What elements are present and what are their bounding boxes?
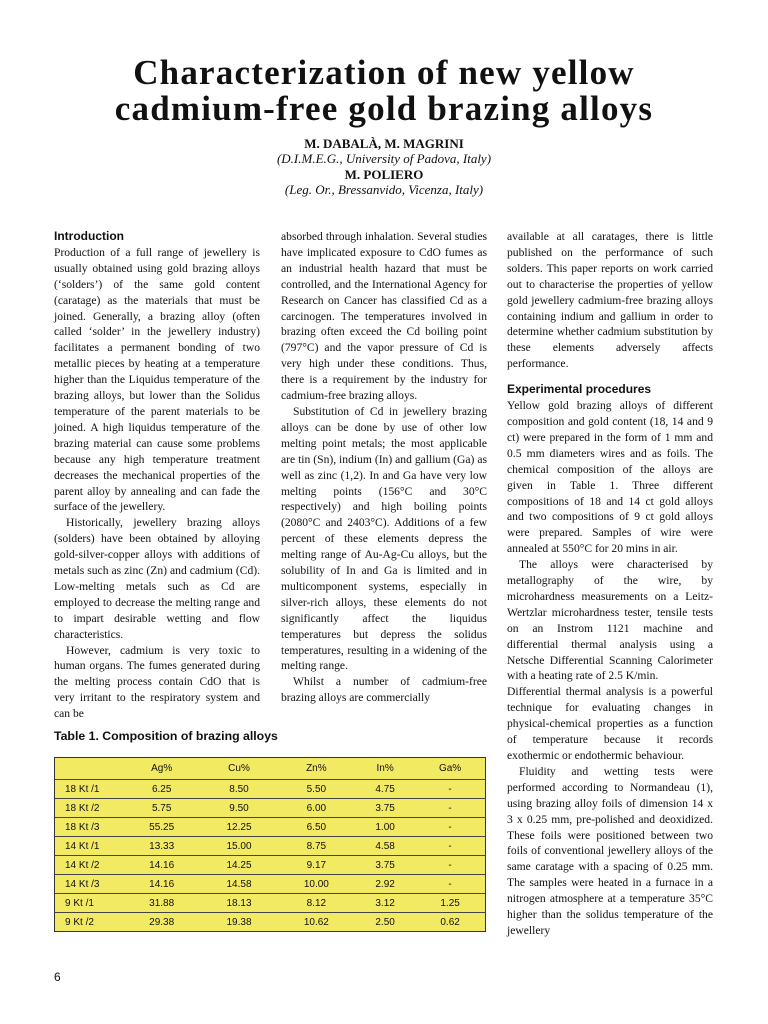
table-cell: 8.75	[278, 837, 355, 856]
table-row	[55, 894, 486, 913]
table-cell: 5.50	[278, 780, 355, 799]
table-cell: 18 Kt /3	[55, 818, 124, 837]
paragraph: absorbed through inhalation. Several studies have implicated exposure to CdO fumes as an industrial health hazard that must be controlled, and the International Agency for Research on Cancer has classified Cd as a carcinogen. The temperatures involved in brazing often exceed the Cd boiling point (797°C) and the vapor pressure of Cd is very high under these conditions. Thus, there is a requirement by the industry for cadmium-free brazing alloys.	[281, 230, 487, 403]
table-cell: 5.75	[123, 799, 200, 818]
title-line-2: cadmium-free gold brazing alloys	[114, 89, 654, 128]
table-cell: 3.75	[355, 856, 415, 875]
table-cell: -	[415, 875, 485, 894]
column-header: Ag%	[151, 763, 173, 774]
table-cell: 18 Kt /2	[55, 799, 124, 818]
table-cell: 14.25	[200, 856, 277, 875]
table-cell: 14.58	[200, 875, 277, 894]
paragraph: Fluidity and wetting tests were performed according to Normandeau (1), using brazing alloy foils of dimension 14 x 3 x 0.25 mm, pre-polished and deoxidized. These foils were positioned between two foils of conventional jewellery alloys of the same caratage with a spacing of 0.25 mm. The samples were heated in a furnace in a nitrogen atmosphere at a temperature 35°C higher than the solidus temperature of the jewellery	[507, 764, 713, 937]
paragraph: available at all caratages, there is little published on the performance of such solders. This paper reports on work carried out to characterise the properties of yellow gold jewellery cadmium-free brazing alloys containing indium and gallium in order to determine whether cadmium substitution by these elements adversely affects performance.	[507, 230, 713, 371]
title-line-1: Characterization of new yellow	[133, 53, 635, 92]
authors-secondary: M. POLIERO	[344, 167, 424, 182]
table-cell: 3.12	[355, 894, 415, 913]
table-cell: -	[415, 837, 485, 856]
table-cell: 2.92	[355, 875, 415, 894]
table-cell: 9.17	[278, 856, 355, 875]
table-cell: 14.16	[123, 875, 200, 894]
paragraph: Production of a full range of jewellery is usually obtained using gold brazing alloys (‘solders’) of the same gold content (caratage) as the materials that must be joined. Generally, a brazing alloy (often called ‘solder’ in the jewellery industry) facilitates a permanent bonding of two metallic pieces by heating at a temperature higher than the Liquidus temperature of the brazing alloys, but lower than the Solidus temperature of the parent materials to be joined. A high liquidus temperature of the brazing material can cause some problems because any high temperature treatment decreases the mechanical properties of the parent alloy by annealing and can fade the surface of the jewellery.	[54, 245, 260, 514]
table-cell: 14 Kt /1	[55, 837, 124, 856]
page-number: 6	[54, 970, 61, 984]
table-cell: 1.25	[415, 894, 485, 913]
composition-table	[54, 757, 486, 932]
table-row	[55, 818, 486, 837]
text-column-1	[54, 229, 260, 722]
table-row	[55, 837, 486, 856]
table-cell: 8.12	[278, 894, 355, 913]
table-cell: 13.33	[123, 837, 200, 856]
table-caption: Table 1. Composition of brazing alloys	[54, 729, 278, 743]
table-cell: -	[415, 856, 485, 875]
section-heading-experimental: Experimental procedures	[507, 382, 652, 397]
table-cell: 10.00	[278, 875, 355, 894]
table-cell: -	[415, 799, 485, 818]
table-row	[55, 856, 486, 875]
table-cell: 14.16	[123, 856, 200, 875]
paragraph: The alloys were characterised by metallography of the wire, by microhardness measurements on a Leitz-Wertzlar microhardness tester, tensile tests on an Instrom 1121 machine and differential thermal analysis using a Netsche Differential Scanning Calorimeter with a heating rate of 2.5 K/min.	[507, 558, 713, 683]
table-row	[55, 913, 486, 932]
table-cell: 31.88	[123, 894, 200, 913]
paragraph: However, cadmium is very toxic to human organs. The fumes generated during the melting process contain CdO that is very irritant to the respiratory system and can be	[54, 643, 260, 721]
table-cell: 4.58	[355, 837, 415, 856]
table-cell: 2.50	[355, 913, 415, 932]
table-cell: 9 Kt /1	[55, 894, 124, 913]
table-cell: 19.38	[200, 913, 277, 932]
table-cell: 29.38	[123, 913, 200, 932]
paragraph: Historically, jewellery brazing alloys (solders) have been obtained by alloying gold-silver-copper alloys with additions of metals such as zinc (Zn) and cadmium (Cd). Low-melting metals such as Cd are employed to decrease the melting range and to impart desirable wetting and flow characteristics.	[54, 516, 260, 641]
column-header: Zn%	[306, 763, 327, 774]
table-cell: 12.25	[200, 818, 277, 837]
paragraph: Yellow gold brazing alloys of different composition and gold content (18, 14 and 9 ct) were prepared in the form of 1 mm and 0.5 mm diameters wires and as foils. The chemical composition of the alloys are given in Table 1. Three different compositions of 18 and 14 ct gold alloys and two compositions of 9 ct gold alloys were prepared. Samples of wire were annealed at 550°C for 20 mins in air.	[507, 399, 713, 556]
affiliation-secondary: (Leg. Or., Bressanvido, Vicenza, Italy)	[284, 182, 484, 197]
table-cell: -	[415, 780, 485, 799]
table-row	[55, 799, 486, 818]
table-row	[55, 780, 486, 799]
authors-primary: M. DABALÀ, M. MAGRINI	[304, 136, 464, 151]
paragraph: Substitution of Cd in jewellery brazing alloys can be done by use of other low melting point metals; the most applicable are tin (Sn), indium (In) and gallium (Ga) as well as zinc (1,2). In and Ga have very low melting points (156°C and 30°C respectively) and high boiling points (2080°C and 2403°C). Additions of a few percent of these elements depress the melting range of Au-Ag-Cu alloys, but the solubility of In and Ga is limited and in multicomponent systems, especially in silver-rich alloys, these elements do not significantly affect the liquidus temperatures but depress the solidus temperatures, resulting in a widening of the melting range.	[281, 404, 487, 673]
table-cell: 4.75	[355, 780, 415, 799]
table-cell: 10.62	[278, 913, 355, 932]
column-header: Cu%	[228, 763, 250, 774]
section-heading-introduction: Introduction	[54, 229, 124, 243]
paragraph: Whilst a number of cadmium-free brazing alloys are commercially	[281, 675, 487, 705]
column-header	[55, 758, 124, 780]
table-cell: 1.00	[355, 818, 415, 837]
affiliation-primary: (D.I.M.E.G., University of Padova, Italy)	[276, 151, 492, 166]
table-cell: 9.50	[200, 799, 277, 818]
table-row	[55, 875, 486, 894]
table-cell: 14 Kt /3	[55, 875, 124, 894]
text-column-2	[281, 229, 487, 706]
table-cell: 6.00	[278, 799, 355, 818]
column-header: Ga%	[438, 763, 462, 774]
table-cell: 6.50	[278, 818, 355, 837]
table-header-row	[55, 758, 486, 780]
table-cell: -	[415, 818, 485, 837]
table-cell: 8.50	[200, 780, 277, 799]
table-cell: 18.13	[200, 894, 277, 913]
table-cell: 0.62	[415, 913, 485, 932]
table-cell: 3.75	[355, 799, 415, 818]
table-cell: 14 Kt /2	[55, 856, 124, 875]
table-cell: 9 Kt /2	[55, 913, 124, 932]
table-cell: 18 Kt /1	[55, 780, 124, 799]
table-cell: 6.25	[123, 780, 200, 799]
table-cell: 55.25	[123, 818, 200, 837]
text-column-3	[507, 229, 713, 939]
paragraph: Differential thermal analysis is a powerful technique for evaluating changes in physical-chemical properties as a function of temperature because it records exothermic or endothermic behaviour.	[507, 685, 713, 762]
column-header: In%	[376, 763, 394, 774]
table-cell: 15.00	[200, 837, 277, 856]
